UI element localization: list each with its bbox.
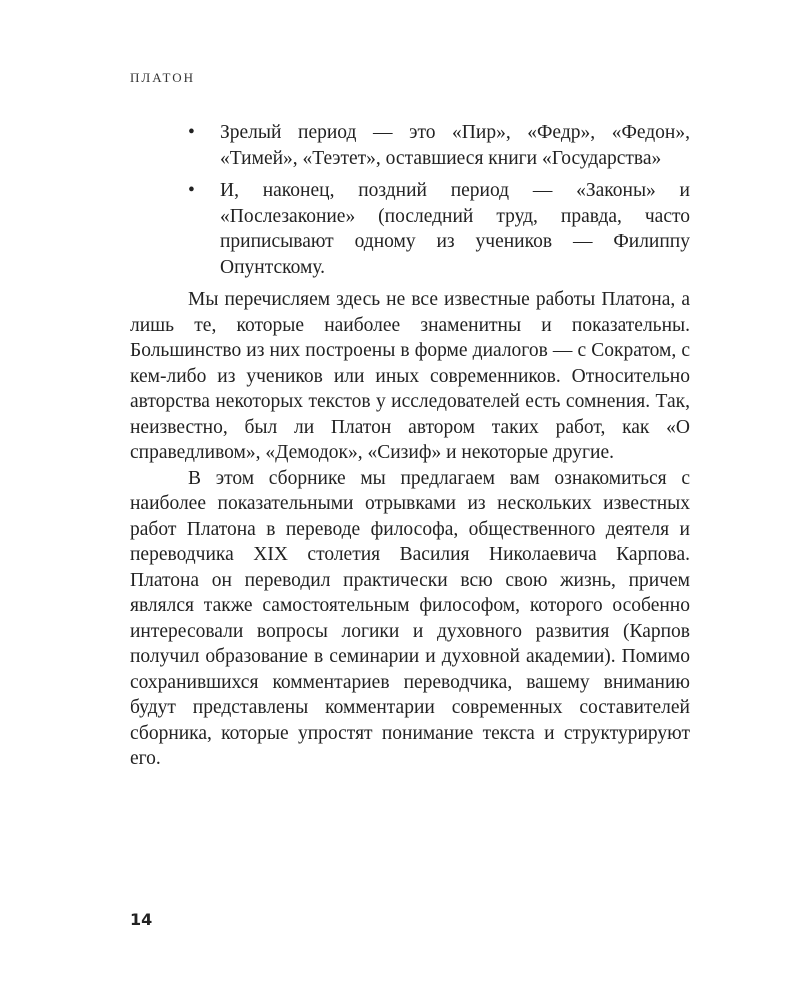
page-body xyxy=(130,120,690,772)
list-item xyxy=(130,120,690,171)
period-list xyxy=(130,120,690,280)
list-item-text: Зрелый период — это «Пир», «Федр», «Федон», «Тимей», «Теэтет», оставшиеся книги «Государства» xyxy=(220,122,690,169)
paragraph: В этом сборнике мы предлагаем вам ознакомиться с наиболее показательными отрывками из нескольких известных работ Платона в переводе философа, общественного деятеля и переводчика XIX столетия Василия Николаевича Карпова. Платона он переводил практически всю свою жизнь, причем являлся также самостоятельным философом, которого особенно интересовали вопросы логики и духовного развития (Карпов получил образование в семинарии и духовной академии). Помимо сохранившихся комментариев переводчика, вашему вниманию будут представлены комментарии современных составителей сборника, которые упростят понимание текста и структурируют его. xyxy=(130,467,690,769)
bullet-icon: • xyxy=(188,122,195,143)
list-item-text: И, наконец, поздний период — «Законы» и «Послезаконие» (последний труд, правда, часто приписывают одному из учеников — Филиппу Опунтскому. xyxy=(220,180,690,278)
paragraph: Мы перечисляем здесь не все известные работы Платона, а лишь те, которые наиболее знаменитны и показательны. Большинство из них построены в форме диалогов — с Сократом, с кем-либо из учеников или иных современников. Относительно авторства некоторых текстов у исследователей есть сомнения. Так, неизвестно, был ли Платон автором таких работ, как «О справедливом», «Демодок», «Сизиф» и некоторые другие. xyxy=(130,289,690,463)
list-item xyxy=(130,178,690,280)
page-number: 14 xyxy=(130,910,153,929)
bullet-icon: • xyxy=(188,180,195,201)
running-head: ПЛАТОН xyxy=(130,70,195,85)
